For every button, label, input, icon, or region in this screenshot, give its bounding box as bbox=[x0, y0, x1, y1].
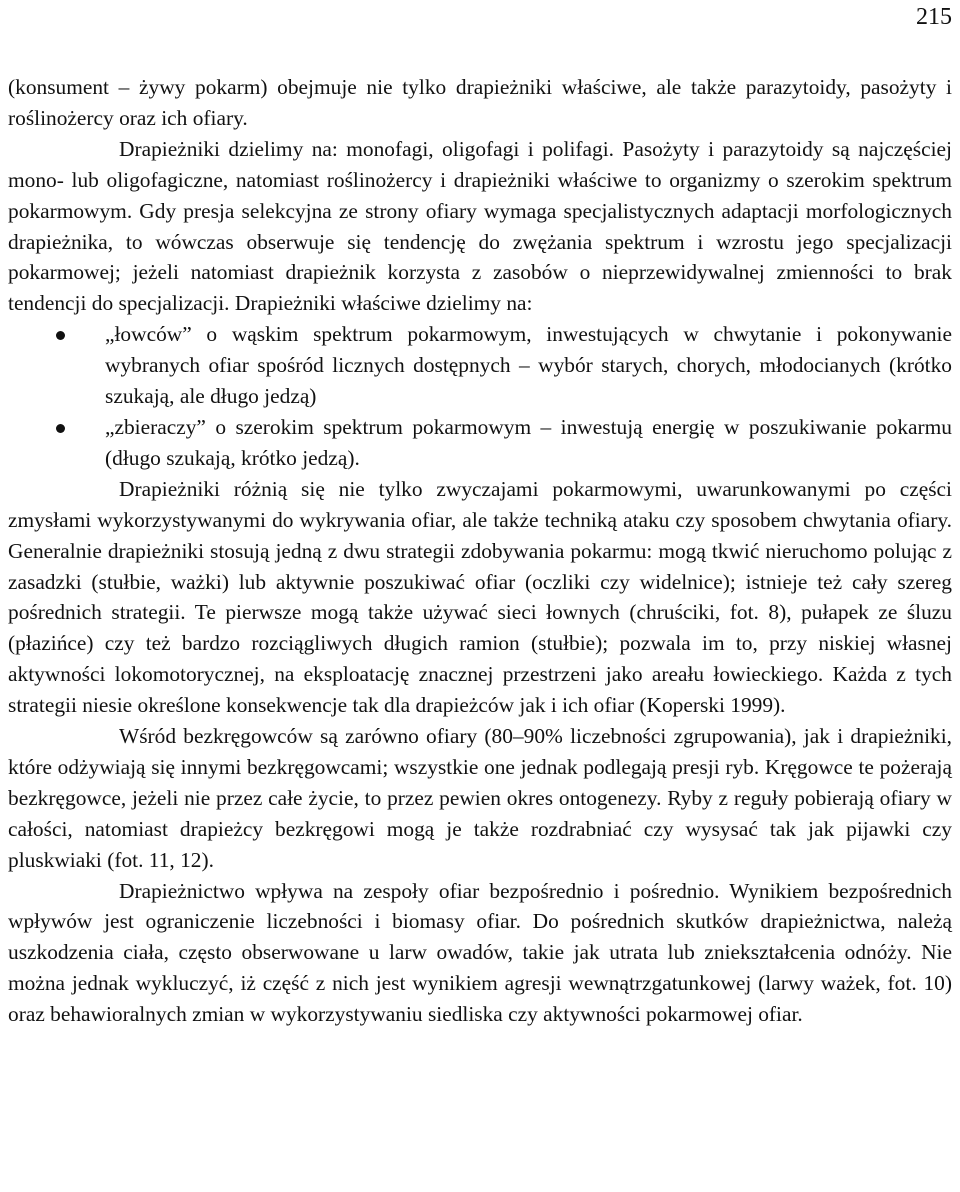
bullet-icon bbox=[56, 331, 65, 340]
paragraph-predator-classification: Drapieżniki dzielimy na: monofagi, oligofagi i polifagi. Pasożyty i parazytoidy są najczęściej mono- lub oligofagiczne, natomiast roślinożercy i drapieżniki właściwe to organizmy o szerokim spektrum pokarmowym. Gdy presja selekcyjna ze strony ofiary wymaga specjalistycznych adaptacji morfologicznych drapieżnika, to wówczas obserwuje się tendencję do zwężania spektrum i wzrostu jego specjalizacji pokarmowej; jeżeli natomiast drapieżnik korzysta z zasobów o nieprzewidywalnej zmienności to brak tendencji do specjalizacji. Drapieżniki właściwe dzielimy na: bbox=[8, 136, 952, 316]
body-text bbox=[8, 72, 952, 1030]
predator-types-list bbox=[8, 319, 952, 474]
page-number: 215 bbox=[916, 4, 952, 30]
paragraph-hunting-strategies: Drapieżniki różnią się nie tylko zwyczajami pokarmowymi, uwarunkowanymi po części zmysłami wykorzystywanymi do wykrywania ofiar, ale także techniką ataku czy sposobem chwytania ofiary. Generalnie drapieżniki stosują jedną z dwu strategii zdobywania pokarmu: mogą tkwić nieruchomo polując z zasadzki (stułbie, ważki) lub aktywnie poszukiwać ofiar (oczliki czy widelnice); istnieje też cały szereg pośrednich strategii. Te pierwsze mogą także używać sieci łownych (chruściki, fot. 8), pułapek ze śluzu (płazińce) czy też bardzo rozciągliwych długich ramion (stułbie); pozwala im to, przy niskiej własnej aktywności lokomotorycznej, na eksploatację znacznej przestrzeni jako areału łowieckiego. Każda z tych strategii niesie określone konsekwencje tak dla drapieżców jak i ich ofiar (Koperski 1999). bbox=[8, 476, 952, 718]
list-item bbox=[8, 412, 952, 474]
bullet-icon bbox=[56, 424, 65, 433]
list-item bbox=[8, 319, 952, 412]
paragraph-predation-effects: Drapieżnictwo wpływa na zespoły ofiar bezpośrednio i pośrednio. Wynikiem bezpośrednich wpływów jest ograniczenie liczebności i biomasy ofiar. Do pośrednich skutków drapieżnictwa, należą uszkodzenia ciała, często obserwowane u larw owadów, takie jak utrata lub zniekształcenia odnóży. Nie można jednak wykluczyć, iż część z nich jest wynikiem agresji wewnątrzgatunkowej (larwy ważek, fot. 10) oraz behawioralnych zmian w wykorzystywaniu siedliska czy aktywności pokarmowej ofiar. bbox=[8, 878, 952, 1027]
list-item-text: „łowców” o wąskim spektrum pokarmowym, inwestujących w chwytanie i pokonywanie wybranych ofiar spośród licznych dostępnych – wybór starych, chorych, młodocianych (krótko szukają, ale długo jedzą) bbox=[105, 322, 952, 409]
list-item-text: „zbieraczy” o szerokim spektrum pokarmowym – inwestują energię w poszukiwanie pokarmu (długo szukają, krótko jedzą). bbox=[105, 414, 952, 470]
paragraph-invertebrates: Wśród bezkręgowców są zarówno ofiary (80–90% liczebności zgrupowania), jak i drapieżniki, które odżywiają się innymi bezkręgowcami; wszystkie one jednak podlegają presji ryb. Kręgowce te pożerają bezkręgowce, jeżeli nie przez całe życie, to przez pewien okres ontogenezy. Ryby z reguły pobierają ofiary w całości, natomiast drapieżcy bezkręgowi mogą je także rozdrabniać czy wysysać tak jak pijawki czy pluskwiaki (fot. 11, 12). bbox=[8, 724, 952, 872]
document-page bbox=[8, 0, 952, 1192]
paragraph-continuation: (konsument – żywy pokarm) obejmuje nie tylko drapieżniki właściwe, ale także parazytoidy, pasożyty i roślinożercy oraz ich ofiary. bbox=[8, 75, 952, 130]
